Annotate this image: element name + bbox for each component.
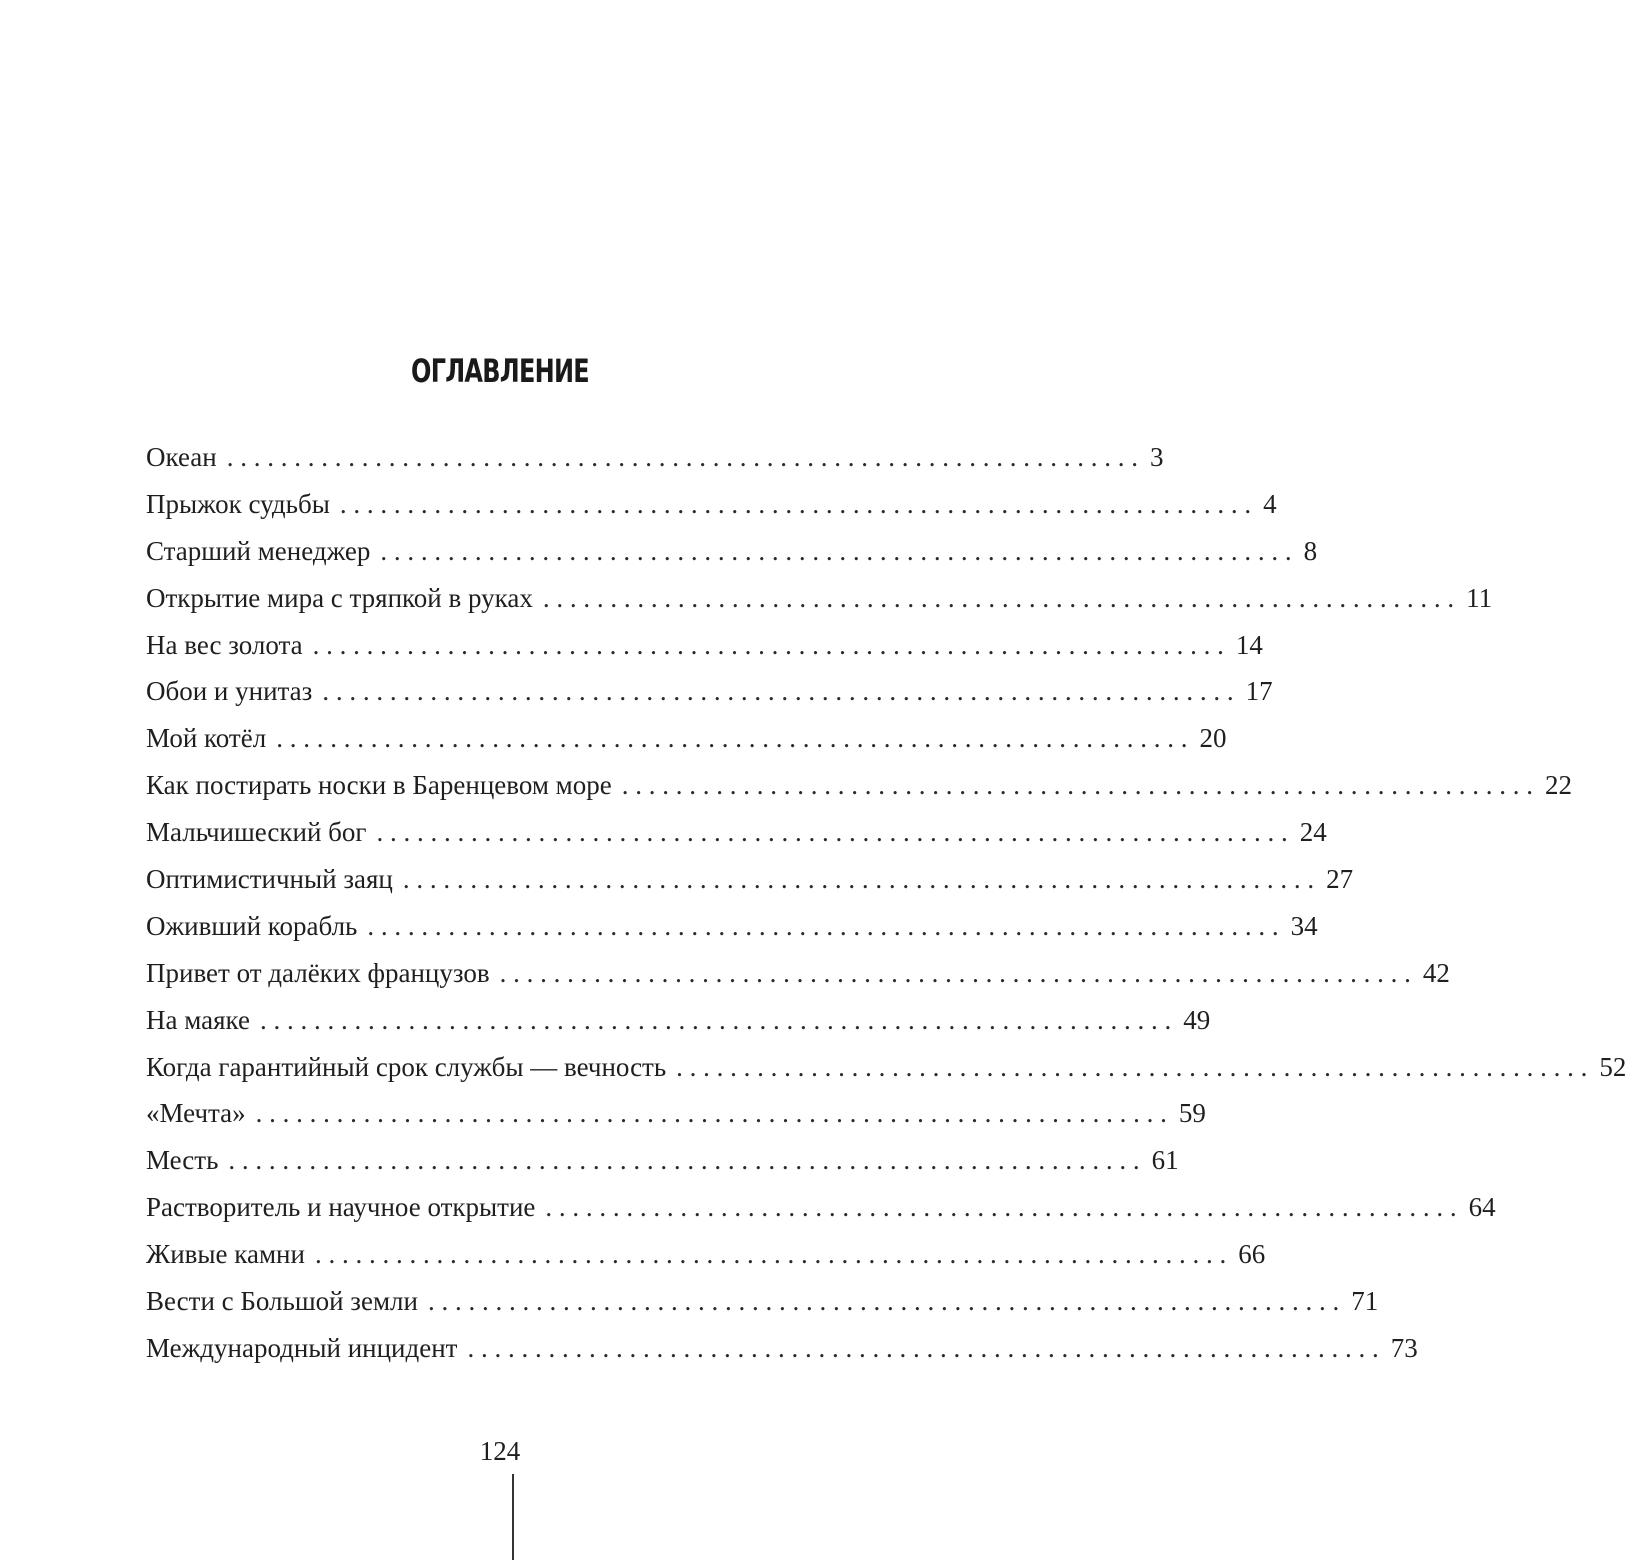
dot-leader: . . . . . . . . . . . . . . . . . . . . . . . . . . . . . . . . . . . . . . . . . . . . . . . . . . . . . . . . . . . . . . . . . . . . [499,957,1411,988]
toc-entry [146,622,1263,669]
toc-entry-page: 4 [1263,488,1277,519]
toc-entry [146,434,1164,481]
toc-entry [146,1278,1379,1325]
toc-entry-page: 66 [1238,1239,1266,1270]
vertical-rule [512,1474,514,1560]
toc-entry [146,997,1211,1044]
toc-entry [146,950,1450,997]
toc-entry [146,1044,1626,1091]
toc-entry-title: Как постирать носки в Баренцевом море [146,770,612,801]
toc-entry [146,668,1273,715]
toc-entry-title: Привет от далёких французов [146,957,490,988]
toc-entry [146,762,1572,809]
toc-entry-page: 34 [1290,910,1318,941]
toc-entry [146,1090,1206,1137]
toc-entry-title: Месть [146,1145,219,1176]
dot-leader: . . . . . . . . . . . . . . . . . . . . . . . . . . . . . . . . . . . . . . . . . . . . . . . . . . . . . . . . . . . . . . . . . . . . [312,629,1224,660]
dot-leader: . . . . . . . . . . . . . . . . . . . . . . . . . . . . . . . . . . . . . . . . . . . . . . . . . . . . . . . . . . . . . . . . . . . . [367,910,1279,941]
toc-entry-page: 42 [1422,957,1450,988]
toc-entry-title: Вести с Большой земли [146,1286,418,1317]
toc-entry-page: 61 [1151,1145,1179,1176]
dot-leader: . . . . . . . . . . . . . . . . . . . . . . . . . . . . . . . . . . . . . . . . . . . . . . . . . . . . . . . . . . . . . . . . . . . . [314,1239,1227,1270]
toc-entry-title: Оптимистичный заяц [146,864,393,895]
toc-entry [146,1325,1418,1372]
toc-entry-title: Прыжок судьбы [146,488,330,519]
toc-list [146,434,1626,1372]
toc-entry-title: Международный инцидент [146,1332,458,1363]
toc-entry [146,1231,1266,1278]
toc-entry-title: Мой котёл [146,723,267,754]
dot-leader: . . . . . . . . . . . . . . . . . . . . . . . . . . . . . . . . . . . . . . . . . . . . . . . . . . . . . . . . . . . . . . . . . . . . [676,1051,1588,1082]
dot-leader: . . . . . . . . . . . . . . . . . . . . . . . . . . . . . . . . . . . . . . . . . . . . . . . . . . . . . . . . . . . . . . . . . . . . [545,1192,1457,1223]
toc-entry [146,481,1277,528]
toc-entry-page: 11 [1466,582,1493,613]
dot-leader: . . . . . . . . . . . . . . . . . . . . . . . . . . . . . . . . . . . . . . . . . . . . . . . . . . . . . . . . . . . . . . . . . . . . [376,817,1288,848]
dot-leader: . . . . . . . . . . . . . . . . . . . . . . . . . . . . . . . . . . . . . . . . . . . . . . . . . . . . . . . . . . . . . . . . . . . . [259,1004,1172,1035]
toc-entry-title: Оживший корабль [146,910,358,941]
dot-leader: . . . . . . . . . . . . . . . . . . . . . . . . . . . . . . . . . . . . . . . . . . . . . . . . . . . . . . . . . . . . . . . . . . . . [255,1098,1167,1129]
dot-leader: . . . . . . . . . . . . . . . . . . . . . . . . . . . . . . . . . . . . . . . . . . . . . . . . . . . . . . . . . . . . . . . . . . . . [228,1145,1140,1176]
toc-entry-title: Обои и унитаз [146,676,313,707]
toc-entry-title: Мальчишеский бог [146,817,367,848]
toc-entry-title: Открытие мира с тряпкой в руках [146,582,533,613]
dot-leader: . . . . . . . . . . . . . . . . . . . . . . . . . . . . . . . . . . . . . . . . . . . . . . . . . . . . . . . . . . . . . . . . . . . . [542,582,1455,613]
dot-leader: . . . . . . . . . . . . . . . . . . . . . . . . . . . . . . . . . . . . . . . . . . . . . . . . . . . . . . . . . . . . . . . . . . . . [276,723,1188,754]
dot-leader: . . . . . . . . . . . . . . . . . . . . . . . . . . . . . . . . . . . . . . . . . . . . . . . . . . . . . . . . . . . . . . . . . . . . [322,676,1234,707]
dot-leader: . . . . . . . . . . . . . . . . . . . . . . . . . . . . . . . . . . . . . . . . . . . . . . . . . . . . . . . . . . . . . . . . . . . . [621,770,1533,801]
toc-entry-page: 71 [1351,1286,1379,1317]
dot-leader: . . . . . . . . . . . . . . . . . . . . . . . . . . . . . . . . . . . . . . . . . . . . . . . . . . . . . . . . . . . . . . . . . . . . [226,442,1138,472]
toc-entry-page: 49 [1183,1004,1211,1035]
toc-entry-page: 52 [1599,1051,1626,1082]
toc-entry-page: 27 [1326,864,1354,895]
toc-entry [146,575,1493,622]
toc-entry-title: «Мечта» [146,1098,246,1129]
toc-entry-page: 14 [1235,629,1263,660]
toc-entry-page: 20 [1199,723,1227,754]
toc-entry-title: На вес золота [146,629,303,660]
dot-leader: . . . . . . . . . . . . . . . . . . . . . . . . . . . . . . . . . . . . . . . . . . . . . . . . . . . . . . . . . . . . . . . . . . . . [467,1332,1379,1363]
toc-entry-page: 22 [1545,770,1572,801]
toc-entry [146,715,1227,762]
dot-leader: . . . . . . . . . . . . . . . . . . . . . . . . . . . . . . . . . . . . . . . . . . . . . . . . . . . . . . . . . . . . . . . . . . . . [427,1286,1340,1317]
toc-entry [146,903,1318,950]
toc-entry [146,1137,1179,1184]
toc-entry-title: Океан [146,442,217,472]
toc-entry-page: 17 [1245,676,1273,707]
toc-entry-title: На маяке [146,1004,250,1035]
toc-entry-page: 24 [1299,817,1327,848]
toc-entry-page: 8 [1303,535,1318,566]
toc-entry-title: Старший менеджер [146,535,371,566]
dot-leader: . . . . . . . . . . . . . . . . . . . . . . . . . . . . . . . . . . . . . . . . . . . . . . . . . . . . . . . . . . . . . . . . . . . . [380,535,1292,566]
toc-entry-page: 64 [1468,1192,1496,1223]
toc-entry-page: 3 [1149,442,1164,472]
dot-leader: . . . . . . . . . . . . . . . . . . . . . . . . . . . . . . . . . . . . . . . . . . . . . . . . . . . . . . . . . . . . . . . . . . . . [339,488,1252,519]
toc-entry-title: Когда гарантийный срок службы — вечность [146,1051,667,1082]
dot-leader: . . . . . . . . . . . . . . . . . . . . . . . . . . . . . . . . . . . . . . . . . . . . . . . . . . . . . . . . . . . . . . . . . . . . [402,864,1315,895]
toc-entry [146,809,1327,856]
toc-entry [146,856,1354,903]
toc-entry [146,528,1318,575]
toc-entry-page: 59 [1178,1098,1206,1129]
toc-entry-page: 73 [1390,1332,1418,1363]
page-number: 124 [479,1436,521,1466]
toc-entry-title: Растворитель и научное открытие [146,1192,536,1223]
toc-heading: ОГЛАВЛЕНИЕ [411,352,589,390]
toc-entry-title: Живые камни [146,1239,305,1270]
toc-entry [146,1184,1496,1231]
